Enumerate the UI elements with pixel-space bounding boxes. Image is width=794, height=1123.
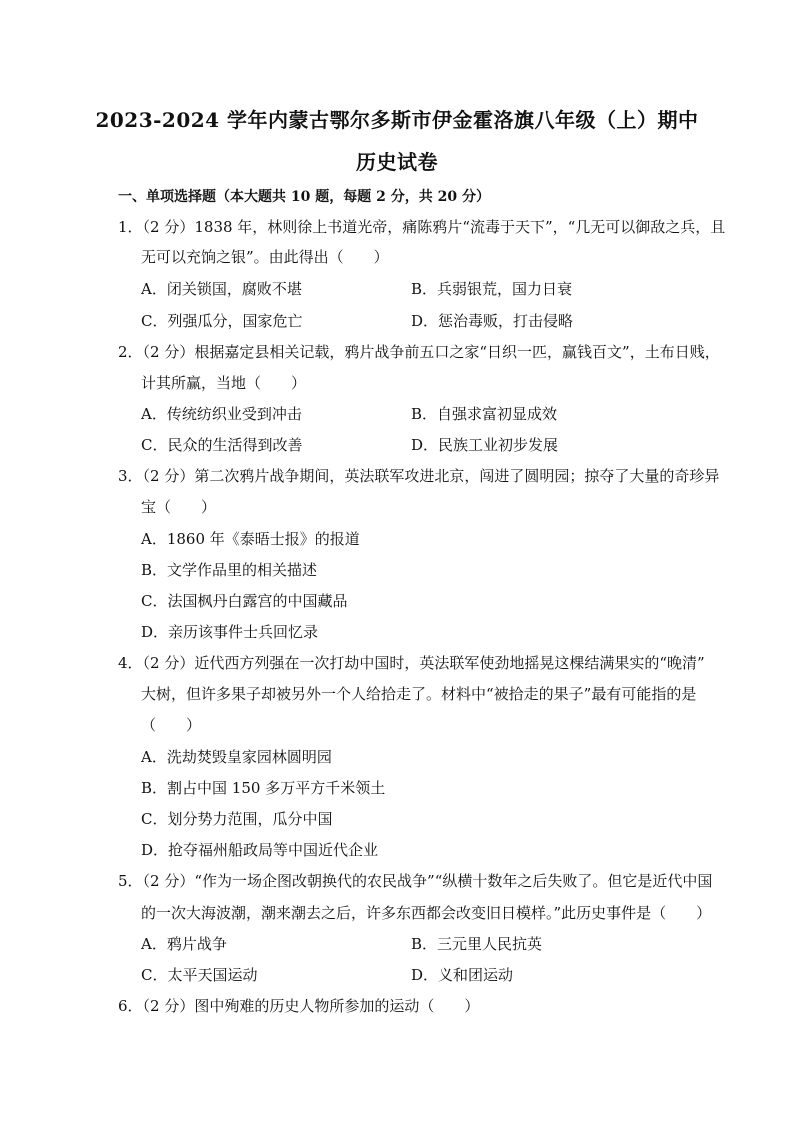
exam-title-line1: 2023-2024 学年内蒙古鄂尔多斯市伊金霍洛旗八年级（上）期中 xyxy=(95,108,699,132)
question-3-option-b[interactable]: B．文学作品里的相关描述 xyxy=(141,561,318,579)
question-3-option-d[interactable]: D．亲历该事件士兵回忆录 xyxy=(141,623,319,641)
question-4-stem-line1: 4．（2 分）近代西方列强在一次打劫中国时，英法联军使劲地摇晃这棵结满果实的“晚清” xyxy=(118,654,705,672)
question-2-option-d[interactable]: D．民族工业初步发展 xyxy=(411,436,559,454)
question-5-option-c[interactable]: C．太平天国运动 xyxy=(141,966,258,984)
question-3-option-c[interactable]: C．法国枫丹白露宫的中国藏品 xyxy=(141,592,348,610)
question-6-stem-line1: 6．（2 分）图中殉难的历史人物所参加的运动（ ） xyxy=(118,997,480,1015)
question-4-option-b[interactable]: B．割占中国 150 多万平方千米领土 xyxy=(141,779,386,797)
question-4-option-a[interactable]: A．洗劫焚毁皇家园林圆明园 xyxy=(141,748,332,766)
question-2-stem-line1: 2．（2 分）根据嘉定县相关记载，鸦片战争前五口之家“日织一匹，赢钱百文”，土布日贱， xyxy=(118,343,720,361)
question-1-option-c[interactable]: C．列强瓜分，国家危亡 xyxy=(141,312,303,330)
question-5-option-d[interactable]: D．义和团运动 xyxy=(411,966,514,984)
question-1-option-b[interactable]: B．兵弱银荒，国力日衰 xyxy=(411,280,573,298)
question-5-stem-line2: 的一次大海波潮，潮来潮去之后，许多东西都会改变旧日模样。”此历史事件是（ ） xyxy=(141,904,712,922)
question-4-option-c[interactable]: C．划分势力范围，瓜分中国 xyxy=(141,810,333,828)
question-1-option-d[interactable]: D．惩治毒贩，打击侵略 xyxy=(411,312,574,330)
section-heading: 一、单项选择题（本大题共 10 题，每题 2 分，共 20 分） xyxy=(118,189,490,205)
exam-title-line2: 历史试卷 xyxy=(356,150,438,174)
question-5-stem-line1: 5．（2 分）“作为一场企图改朝换代的农民战争”“纵横十数年之后失败了。但它是近代中国 xyxy=(118,872,713,890)
question-2-option-a[interactable]: A．传统纺织业受到冲击 xyxy=(141,405,302,423)
question-5-option-b[interactable]: B．三元里人民抗英 xyxy=(411,935,543,953)
question-1-option-a[interactable]: A．闭关锁国，腐败不堪 xyxy=(141,280,302,298)
question-1-stem-line2: 无可以充饷之银”。由此得出（ ） xyxy=(141,248,389,266)
question-1-stem-line1: 1．（2 分）1838 年，林则徐上书道光帝，痛陈鸦片“流毒于天下”，“几无可以御敌之兵，且 xyxy=(118,218,726,236)
question-4-stem-line3: （ ） xyxy=(141,716,202,734)
question-4-stem-line2: 大树，但许多果子却被另外一个人给拾走了。材料中“被拾走的果子”最有可能指的是 xyxy=(141,685,697,703)
question-2-stem-line2: 计其所赢，当地（ ） xyxy=(141,374,307,392)
question-3-option-a[interactable]: A．1860 年《泰晤士报》的报道 xyxy=(141,530,360,548)
question-4-option-d[interactable]: D．抢夺福州船政局等中国近代企业 xyxy=(141,841,379,859)
question-2-option-b[interactable]: B．自强求富初显成效 xyxy=(411,405,558,423)
question-5-option-a[interactable]: A．鸦片战争 xyxy=(141,935,227,953)
question-3-stem-line1: 3．（2 分）第二次鸦片战争期间，英法联军攻进北京，闯进了圆明园；掠夺了大量的奇珍异 xyxy=(118,467,720,485)
question-3-stem-line2: 宝（ ） xyxy=(141,498,217,516)
question-2-option-c[interactable]: C．民众的生活得到改善 xyxy=(141,436,303,454)
